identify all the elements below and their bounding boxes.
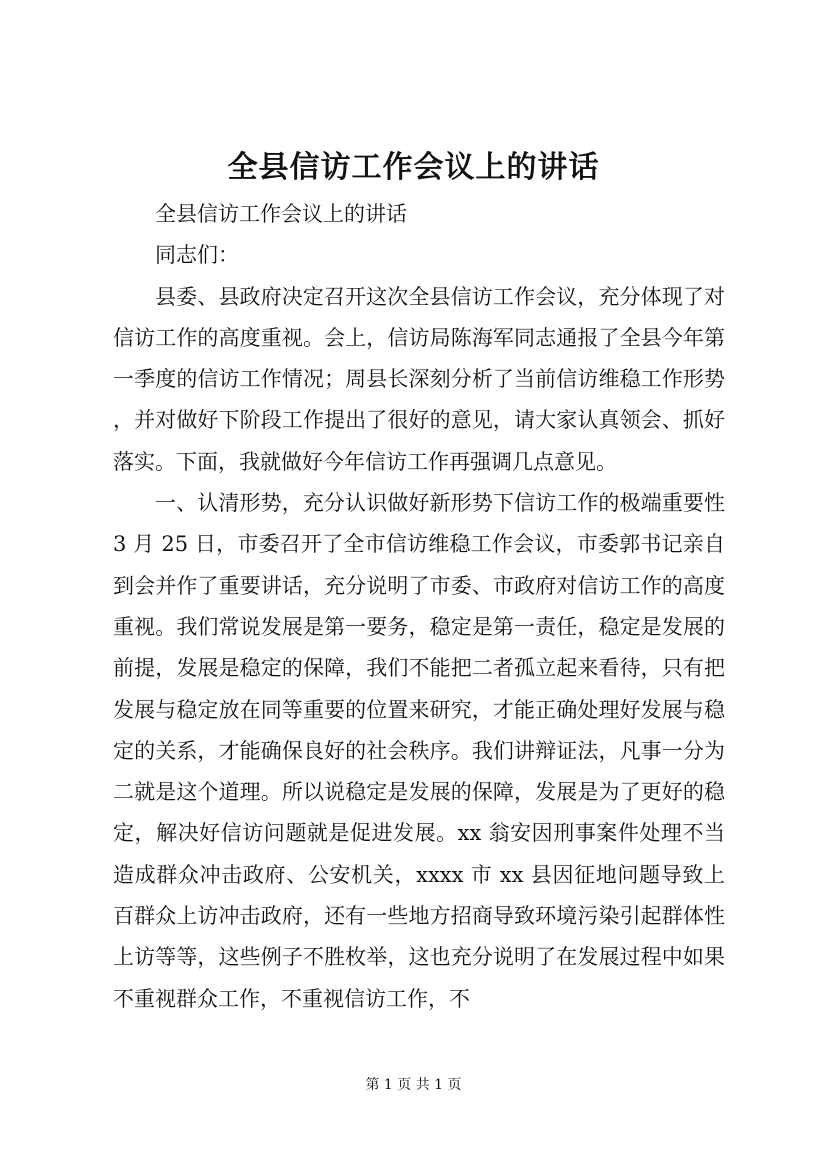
paragraph-intro: 县委、县政府决定召开这次全县信访工作会议，充分体现了对信访工作的高度重视。会上，信访局陈海军同志通报了全县今年第一季度的信访工作情况；周县长深刻分析了当前信访维稳工作形势，并对做好下阶段工作提出了很好的意见，请大家认真领会、抓好落实。下面，我就做好今年信访工作再强调几点意见。 (113, 284, 725, 474)
document-title: 全县信访工作会议上的讲话 (227, 150, 600, 185)
document-body (113, 194, 725, 1011)
paragraph-section-one: 一、认清形势，充分认识做好新形势下信访工作的极端重要性 3 月 25 日，市委召开了全市信访维稳工作会议，市委郭书记亲自到会并作了重要讲话，充分说明了市委、市政府对信访工作的高度重视。我们常说发展是第一要务，稳定是第一责任，稳定是发展的前提，发展是稳定的保障，我们不能把二者孤立起来看待，只有把发展与稳定放在同等重要的位置来研究，才能正确处理好发展与稳定的关系，才能确保良好的社会秩序。我们讲辩证法，凡事一分为二就是这个道理。所以说稳定是发展的保障，发展是为了更好的稳定，解决好信访问题就是促进发展。xx 翁安因刑事案件处理不当造成群众冲击政府、公安机关，xxxx 市 xx 县因征地问题导致上百群众上访冲击政府，还有一些地方招商导致环境污染引起群体性上访等等，这些例子不胜枚举，这也充分说明了在发展过程中如果不重视群众工作，不重视信访工作，不 (113, 491, 725, 1011)
paragraph-subtitle: 全县信访工作会议上的讲话 (155, 202, 407, 226)
page-footer: 第 1 页 共 1 页 (365, 1077, 462, 1093)
paragraph-salutation: 同志们： (155, 243, 239, 268)
